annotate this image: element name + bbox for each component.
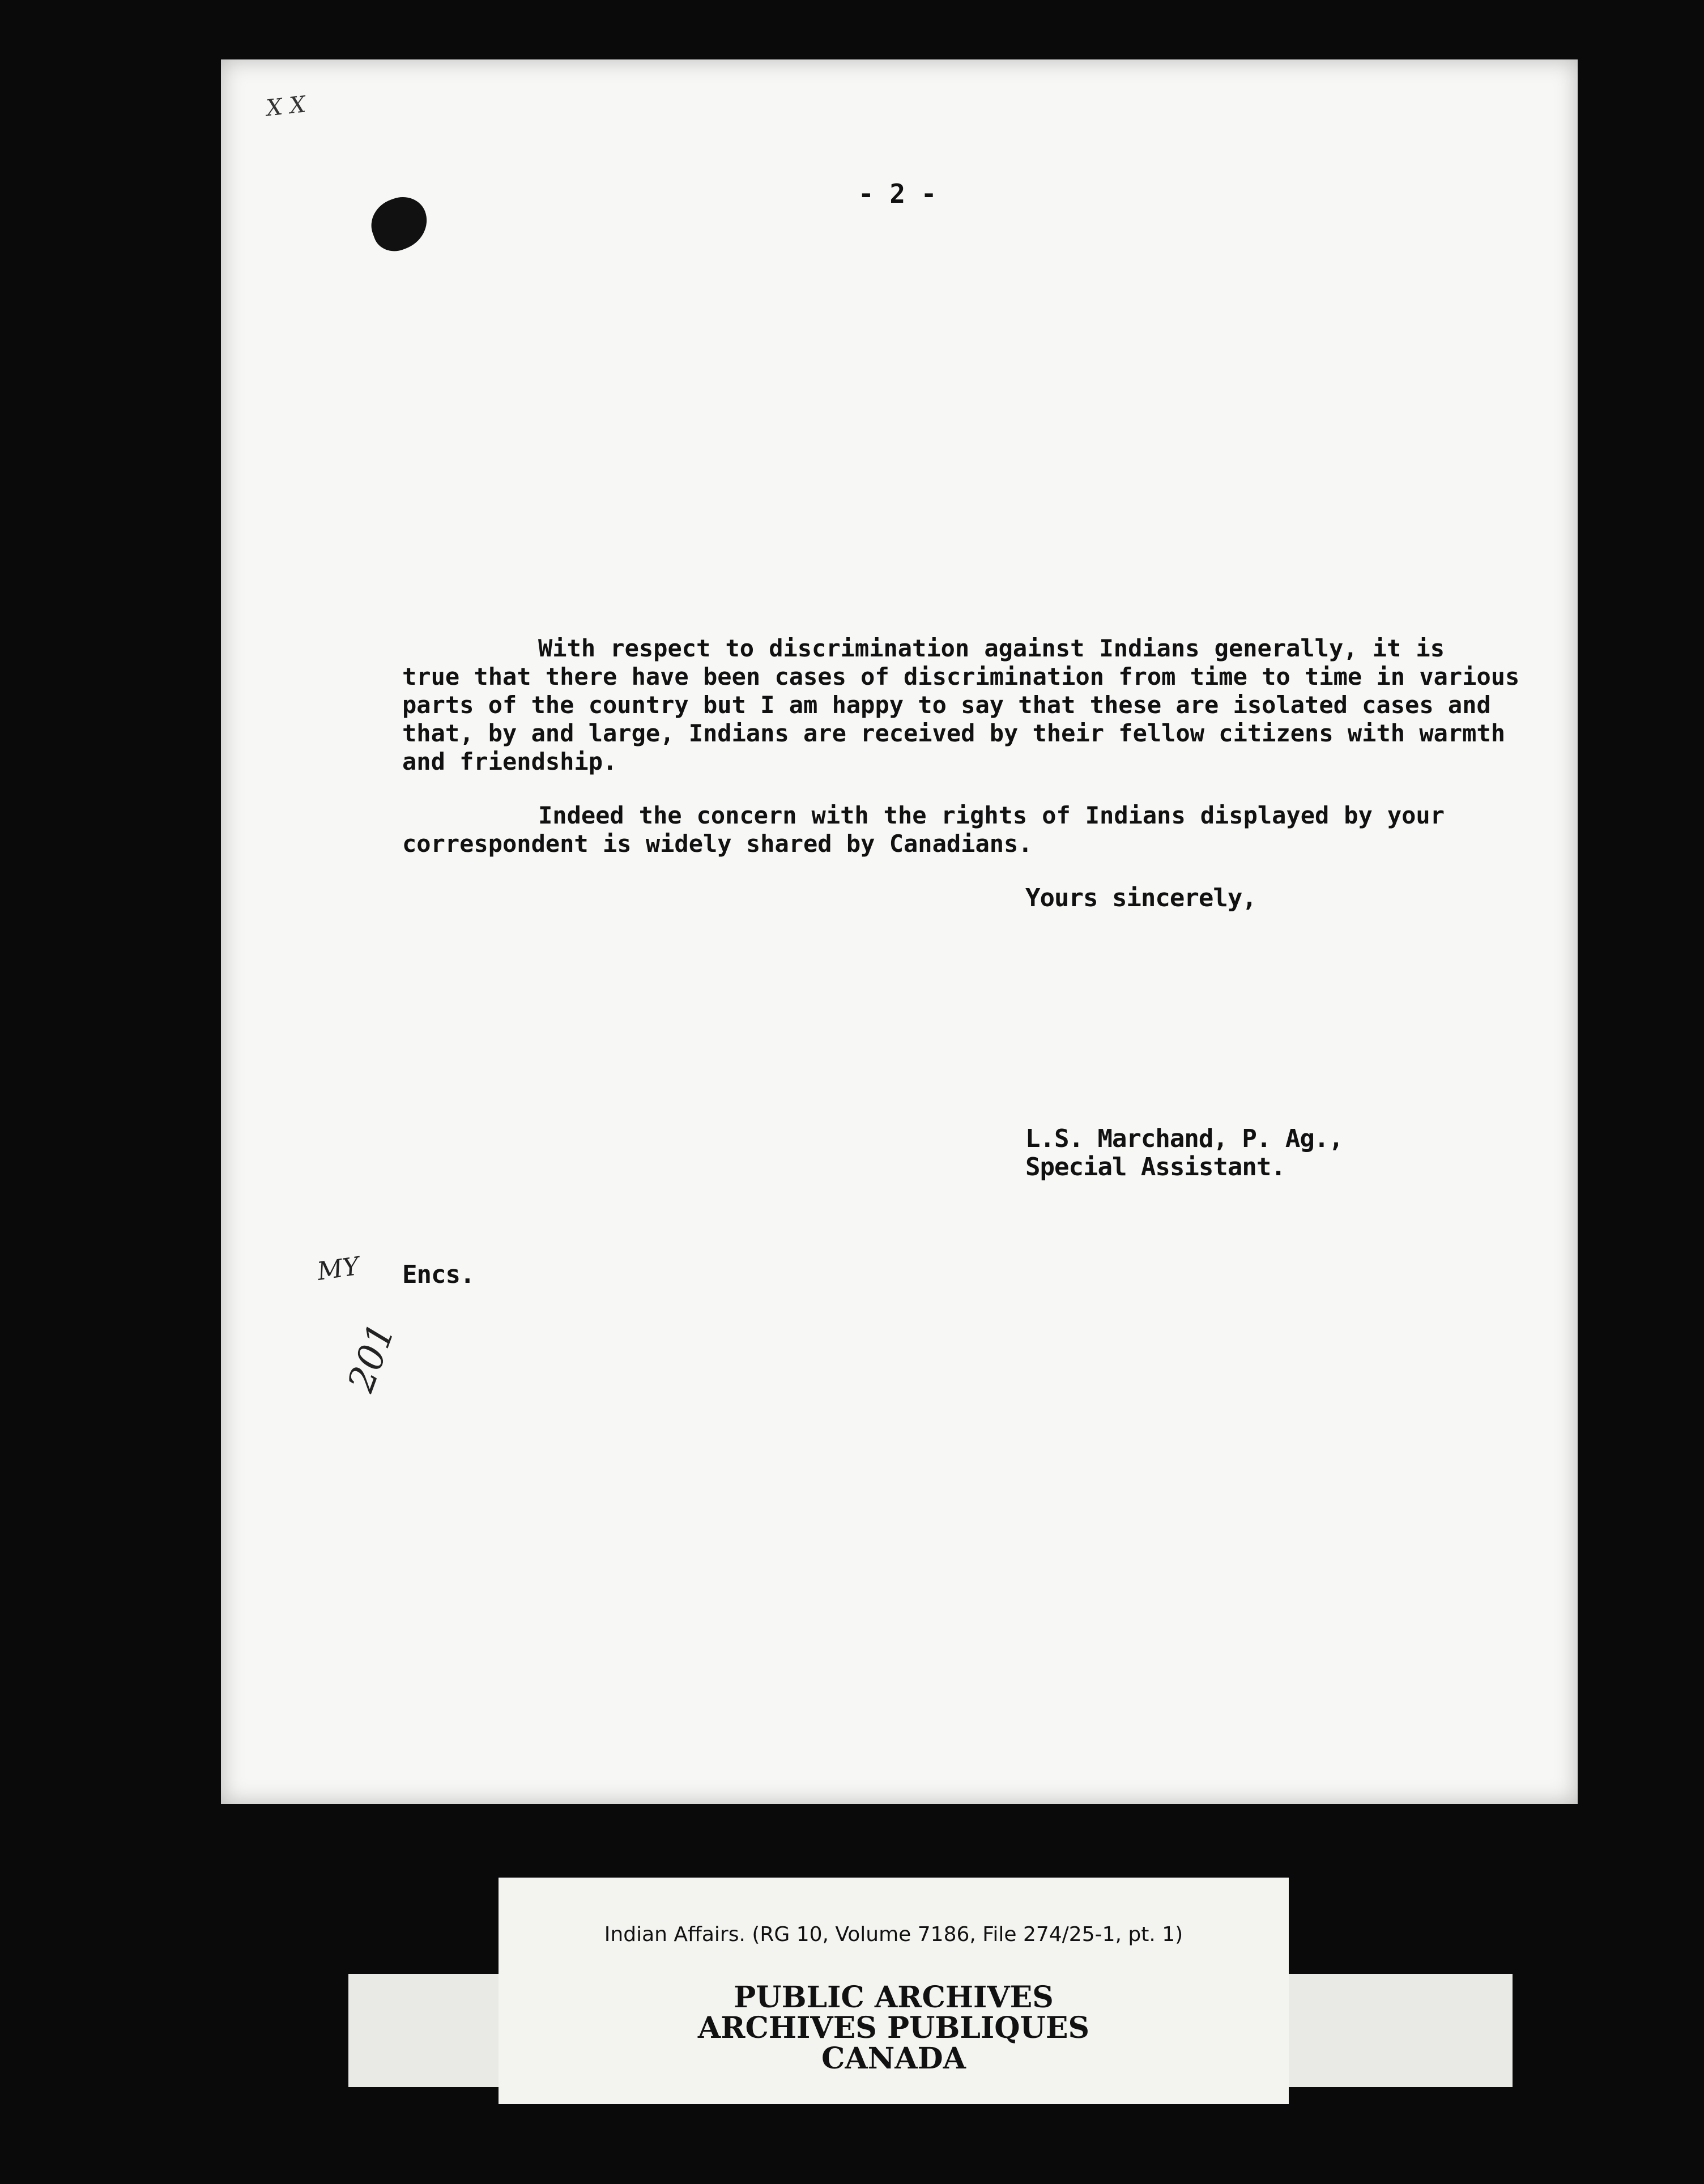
archive-line-english: PUBLIC ARCHIVES [734, 1980, 1054, 2015]
paragraph-line: Indeed the concern with the rights of Indians displayed by your [538, 801, 1445, 829]
paragraph-line: parts of the country but I am happy to say that these are isolated cases and [402, 691, 1491, 719]
handwritten-corner-mark: X X [265, 91, 307, 122]
archive-label [499, 1878, 1289, 2104]
enclosure-note: Encs. [402, 1260, 475, 1289]
signature-name: L.S. Marchand, P. Ag., [1025, 1124, 1343, 1153]
page-number: - 2 - [858, 178, 937, 209]
handwritten-initials: MY [315, 1252, 361, 1286]
closing: Yours sincerely, [1025, 884, 1256, 912]
archive-caption: Indian Affairs. (RG 10, Volume 7186, File 274/25-1, pt. 1) [604, 1923, 1183, 1946]
paragraph-line: correspondent is widely shared by Canadians. [402, 830, 1033, 858]
archive-line-french: ARCHIVES PUBLIQUES [697, 2011, 1090, 2045]
paragraph-line: With respect to discrimination against Indians generally, it is [538, 634, 1445, 662]
paragraph-line: and friendship. [402, 748, 617, 775]
ink-blot [364, 190, 435, 258]
signature-title: Special Assistant. [1025, 1153, 1285, 1181]
paragraph-line: true that there have been cases of discrimination from time to time in various [402, 663, 1520, 690]
archive-line-country: CANADA [821, 2041, 966, 2076]
handwritten-number: 201 [340, 1317, 403, 1398]
letter-page [221, 59, 1578, 1804]
archive-name [499, 1982, 1289, 2074]
paragraph-line: that, by and large, Indians are received by their fellow citizens with warmth [402, 719, 1506, 747]
